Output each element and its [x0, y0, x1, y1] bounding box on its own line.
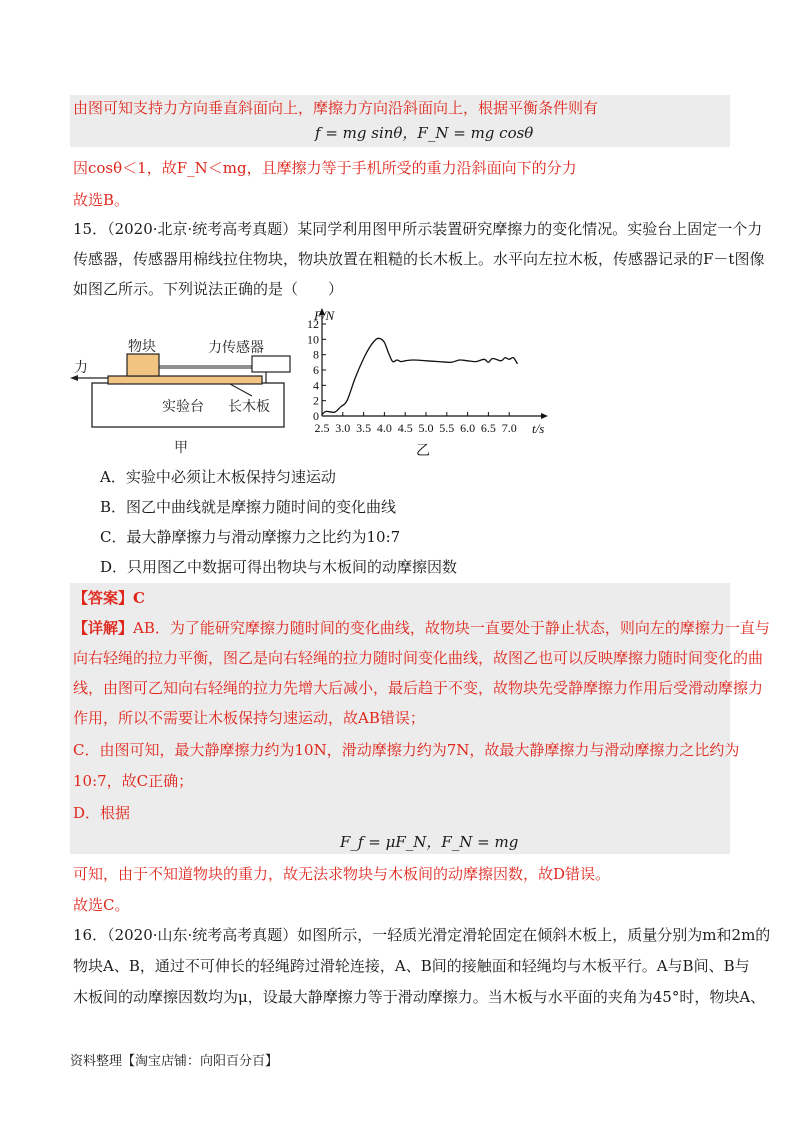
prev-choice: 故选B。 — [73, 191, 130, 209]
series-line — [322, 338, 518, 414]
q15-stem-line2: 传感器，传感器用棉线拉住物块，物块放置在粗糙的长木板上。水平向左拉木板，传感器记录的F－t图像 — [73, 250, 765, 268]
y-tick-label: 10 — [307, 332, 319, 347]
x-tick-label: 5.0 — [418, 421, 434, 435]
option-b: B．图乙中曲线就是摩擦力随时间的变化曲线 — [100, 498, 397, 516]
y-tick-label: 2 — [313, 393, 319, 408]
y-tick-label: 8 — [313, 347, 319, 362]
label-force: 力 — [74, 361, 88, 376]
caption-a: 甲 — [174, 441, 188, 456]
prev-answer-line1: 由图可知支持力方向垂直斜面向上，摩擦力方向沿斜面向上，根据平衡条件则有 — [73, 99, 599, 117]
x-tick-label: 6.0 — [460, 421, 476, 435]
y-tick-label: 0 — [313, 409, 319, 423]
x-tick-label: 6.5 — [480, 421, 496, 435]
caption-b: 乙 — [416, 444, 430, 459]
detail-line5: C．由图可知，最大静摩擦力约为10N，滑动摩擦力约为7N，故最大静摩擦力与滑动摩擦力之比约为 — [73, 741, 740, 759]
detail-line3: 线，由图可乙知向右轻绳的拉力先增大后减小，最后趋于不变，故物块先受静摩擦力作用后受滑动摩擦力 — [73, 679, 764, 697]
force-sensor — [252, 356, 290, 372]
chart-ylabel: F/N — [314, 308, 335, 323]
answer: 【答案】C — [73, 589, 145, 607]
prev-answer-line2: 因cosθ＜1，故F_N＜mg，且摩擦力等于手机所受的重力沿斜面向下的分力 — [73, 159, 577, 177]
q15-choice: 故选C。 — [73, 896, 130, 914]
apparatus-diagram — [70, 330, 300, 460]
detail-line6: 10:7，故C正确； — [73, 772, 194, 790]
long-board — [108, 376, 262, 384]
chart-xlabel: t/s — [532, 421, 545, 436]
q16-line3: 木板间的动摩擦因数均为μ，设最大静摩擦力等于滑动摩擦力。当木板与水平面的夹角为45°时，物块A、 — [73, 988, 766, 1006]
q16-line2: 物块A、B，通过不可伸长的轻绳跨过滑轮连接，A、B间的接触面和轻绳均与木板平行。A与B间、B与 — [73, 957, 750, 975]
y-tick-label: 12 — [307, 317, 319, 331]
detail-formula: F_f = μF_N，F_N = mg — [340, 833, 519, 851]
prev-formula: f = mg sinθ，F_N = mg cosθ — [315, 124, 534, 142]
x-tick-label: 3.5 — [356, 421, 372, 435]
label-block: 物块 — [128, 340, 156, 355]
detail-tag: 【详解】 — [73, 619, 134, 637]
ft-chart — [300, 306, 560, 460]
label-sensor: 力传感器 — [208, 341, 264, 356]
x-axis-arrow — [541, 413, 548, 419]
detail-line7: D．根据 — [73, 804, 131, 822]
x-tick-label: 3.0 — [335, 421, 351, 435]
detail-line2: 向右轻绳的拉力平衡，图乙是向右轻绳的拉力随时间变化曲线，故图乙也可以反映摩擦力随时间变化的曲 — [73, 649, 764, 667]
detail-text1: AB．为了能研究摩擦力随时间的变化曲线，故物块一直要处于静止状态，则向左的摩擦力一直与 — [133, 619, 770, 637]
x-tick-label: 2.5 — [314, 421, 330, 435]
option-d: D．只用图乙中数据可得出物块与木板间的动摩擦因数 — [100, 558, 458, 576]
q15-stem-line3: 如图乙所示。下列说法正确的是（ ） — [73, 280, 344, 298]
footer-note: 资料整理【淘宝店铺：向阳百分百】 — [70, 1054, 279, 1069]
option-a: A．实验中必须让木板保持匀速运动 — [100, 468, 336, 486]
detail-line1 — [73, 618, 770, 638]
x-tick-label: 4.0 — [376, 421, 392, 435]
x-tick-label: 5.5 — [439, 421, 455, 435]
x-tick-label: 4.5 — [397, 421, 413, 435]
q15-stem-line1: 15．（2020·北京·统考高考真题）某同学利用图甲所示装置研究摩擦力的变化情况。实验台上固定一个力 — [73, 220, 763, 238]
y-tick-label: 4 — [313, 378, 319, 393]
option-c: C．最大静摩擦力与滑动摩擦力之比约为10:7 — [100, 528, 401, 546]
x-tick-label: 7.0 — [501, 421, 517, 435]
q16-line1: 16．（2020·山东·统考高考真题）如图所示，一轻质光滑定滑轮固定在倾斜木板上，质量分别为m和2m的 — [73, 926, 771, 944]
label-table: 实验台 — [162, 400, 204, 415]
detail-line4: 作用，所以不需要让木板保持匀速运动，故AB错误； — [73, 709, 425, 727]
block — [127, 354, 159, 376]
y-tick-label: 6 — [313, 363, 319, 377]
label-board: 长木板 — [228, 400, 270, 415]
detail-line8: 可知，由于不知道物块的重力，故无法求物块与木板间的动摩擦因数，故D错误。 — [73, 865, 611, 883]
